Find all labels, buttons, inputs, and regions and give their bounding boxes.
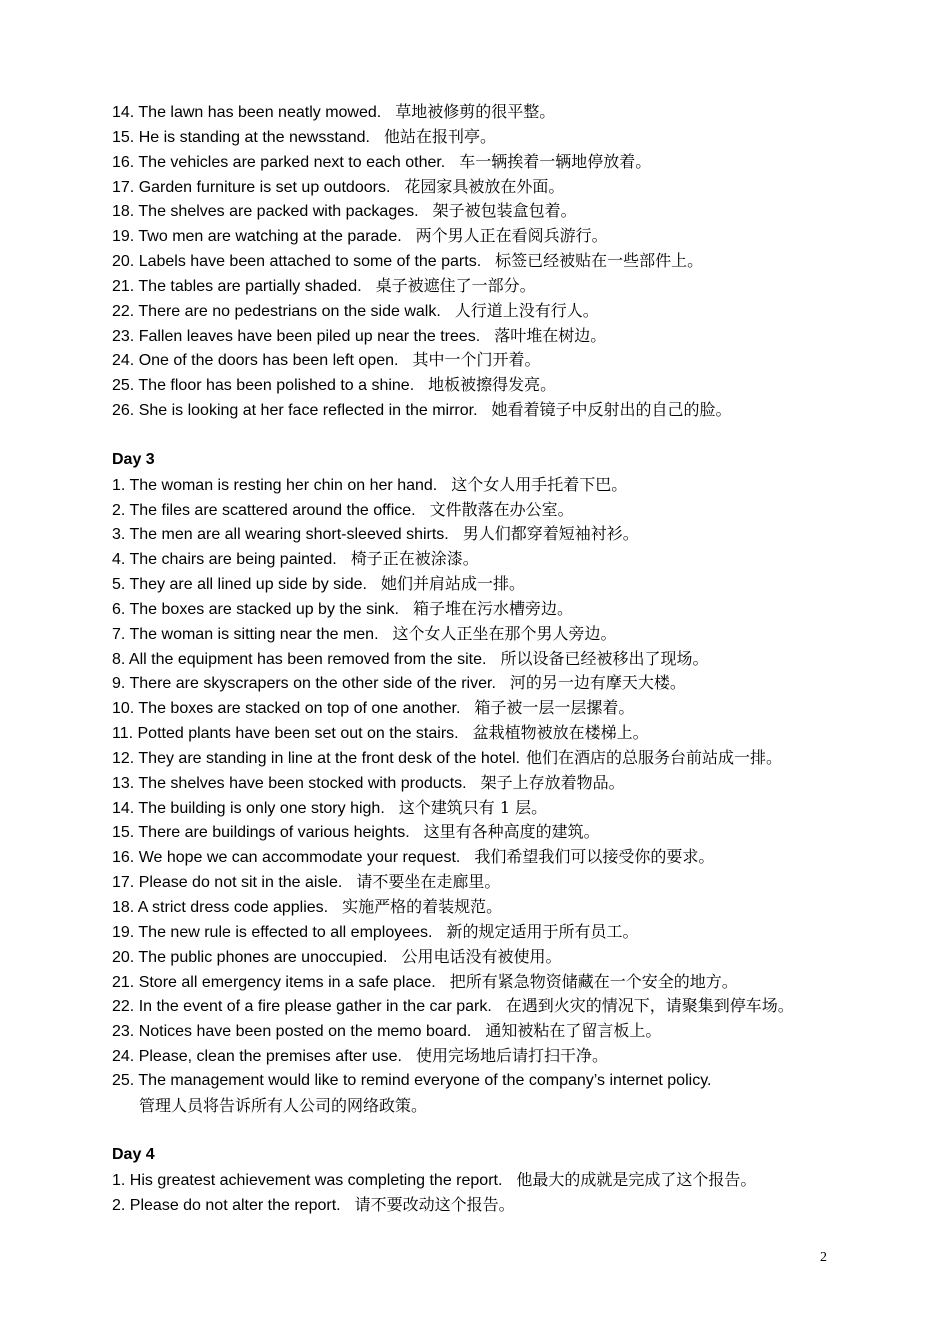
list-item <box>112 597 892 622</box>
english-sentence: 8. All the equipment has been removed from the site. <box>112 650 487 668</box>
list-item <box>112 1019 892 1044</box>
list-item <box>112 796 892 821</box>
english-sentence: 21. Store all emergency items in a safe place. <box>112 973 436 991</box>
chinese-translation: 人行道上没有行人。 <box>454 300 599 320</box>
chinese-translation: 她看着镜子中反射出的自己的脸。 <box>491 400 732 420</box>
english-sentence: 2. The files are scattered around the office. <box>112 501 416 519</box>
english-sentence: 25. The management would like to remind everyone of the company’s internet policy. <box>112 1071 712 1089</box>
english-sentence: 25. The floor has been polished to a shine. <box>112 377 415 395</box>
chinese-translation: 在遇到火灾的情况下，请聚集到停车场。 <box>505 996 794 1016</box>
english-sentence: 23. Notices have been posted on the memo board. <box>112 1023 472 1041</box>
english-sentence: 17. Garden furniture is set up outdoors. <box>112 178 391 196</box>
english-sentence: 16. The vehicles are parked next to each other. <box>112 153 446 171</box>
english-sentence: 1. His greatest achievement was completing the report. <box>112 1172 503 1190</box>
list-item <box>112 696 892 721</box>
list-item <box>112 970 892 995</box>
chinese-translation: 车一辆挨着一辆地停放着。 <box>459 151 652 171</box>
list-item <box>112 150 892 175</box>
chinese-translation: 这个女人用手托着下巴。 <box>451 474 628 494</box>
chinese-translation: 请不要坐在走廊里。 <box>356 872 501 892</box>
list-item <box>112 348 892 373</box>
english-sentence: 10. The boxes are stacked on top of one another. <box>112 700 461 718</box>
english-sentence: 22. In the event of a fire please gather in the car park. <box>112 998 492 1016</box>
english-sentence: 13. The shelves have been stocked with products. <box>112 774 467 792</box>
chinese-translation: 他最大的成就是完成了这个报告。 <box>516 1170 757 1190</box>
english-sentence: 22. There are no pedestrians on the side walk. <box>112 302 441 320</box>
english-sentence: 6. The boxes are stacked up by the sink. <box>112 600 399 618</box>
chinese-translation: 这个建筑只有 1 层。 <box>398 797 548 817</box>
chinese-translation: 所以设备已经被移出了现场。 <box>500 648 709 668</box>
english-sentence: 18. A strict dress code applies. <box>112 899 329 916</box>
english-sentence: 4. The chairs are being painted. <box>112 551 337 569</box>
section-gap <box>112 423 892 448</box>
page-content <box>112 100 892 1218</box>
chinese-translation: 这个女人正坐在那个男人旁边。 <box>392 623 617 643</box>
list-item <box>112 100 892 125</box>
english-sentence: 24. One of the doors has been left open. <box>112 352 399 370</box>
chinese-translation: 草地被修剪的很平整。 <box>395 102 556 121</box>
list-item <box>112 498 892 523</box>
list-item <box>112 547 892 572</box>
list-item <box>112 299 892 324</box>
english-sentence: 20. Labels have been attached to some of the parts. <box>112 253 482 271</box>
chinese-translation: 箱子被一层一层摞着。 <box>474 698 635 718</box>
list-item <box>112 622 892 647</box>
chinese-translation: 花园家具被放在外面。 <box>404 176 565 196</box>
list-item <box>112 1044 892 1069</box>
english-sentence: 3. The men are all wearing short-sleeved shirts. <box>112 526 449 544</box>
chinese-translation: 地板被擦得发亮。 <box>428 375 557 395</box>
list-item <box>112 522 892 547</box>
list-item <box>112 895 892 920</box>
chinese-translation: 两个男人正在看阅兵游行。 <box>415 226 608 246</box>
list-item <box>112 994 892 1019</box>
list-item <box>112 671 892 696</box>
chinese-translation: 她们并肩站成一排。 <box>380 574 525 594</box>
list-item <box>112 324 892 349</box>
list-item <box>112 845 892 870</box>
english-sentence: 15. There are buildings of various heights. <box>112 824 410 842</box>
list-item <box>112 274 892 299</box>
list-item <box>112 572 892 597</box>
chinese-translation: 其中一个门开着。 <box>412 350 541 370</box>
list-item <box>112 1193 892 1218</box>
english-sentence: 5. They are all lined up side by side. <box>112 576 367 594</box>
chinese-translation: 通知被粘在了留言板上。 <box>485 1021 662 1041</box>
chinese-translation: 我们希望我们可以接受你的要求。 <box>474 847 715 867</box>
chinese-translation: 盆栽植物被放在楼梯上。 <box>472 723 649 743</box>
english-sentence: 19. The new rule is effected to all employees. <box>112 923 433 941</box>
list-item <box>112 224 892 249</box>
english-sentence: 19. Two men are watching at the parade. <box>112 228 402 246</box>
list-item <box>112 373 892 398</box>
list-item <box>112 125 892 150</box>
list-item <box>112 647 892 672</box>
english-sentence: 9. There are skyscrapers on the other side of the river. <box>112 675 496 693</box>
chinese-translation: 架子被包装盒包着。 <box>432 201 577 221</box>
list-item <box>112 771 892 796</box>
list-item <box>112 473 892 498</box>
list-item <box>112 746 892 771</box>
chinese-translation: 实施严格的着装规范。 <box>342 897 503 916</box>
day-3-list <box>112 473 892 1119</box>
chinese-translation: 桌子被遮住了一部分。 <box>375 275 536 295</box>
english-sentence: 2. Please do not alter the report. <box>112 1197 341 1215</box>
english-sentence: 23. Fallen leaves have been piled up near the trees. <box>112 327 481 345</box>
english-sentence: 15. He is standing at the newsstand. <box>112 128 370 146</box>
list-item <box>112 945 892 970</box>
list-item <box>112 721 892 746</box>
chinese-translation: 他站在报刊亭。 <box>383 126 496 146</box>
list-item <box>112 920 892 945</box>
chinese-translation: 河的另一边有摩天大楼。 <box>509 673 686 693</box>
page-number: 2 <box>820 1250 827 1265</box>
chinese-translation: 管理人员将告诉所有人公司的网络政策。 <box>139 1095 428 1115</box>
english-sentence: 20. The public phones are unoccupied. <box>112 948 388 966</box>
chinese-translation: 文件散落在办公室。 <box>429 499 574 519</box>
chinese-translation: 他们在酒店的总服务台前站成一排。 <box>525 747 782 767</box>
list-item-continuation <box>112 1094 892 1119</box>
english-sentence: 16. We hope we can accommodate your request. <box>112 849 461 867</box>
list-item <box>112 175 892 200</box>
list-item <box>112 820 892 845</box>
english-sentence: 24. Please, clean the premises after use. <box>112 1048 402 1066</box>
day-4-heading: Day 4 <box>112 1146 155 1164</box>
english-sentence: 12. They are standing in line at the front desk of the hotel. <box>112 749 520 767</box>
english-sentence: 1. The woman is resting her chin on her hand. <box>112 476 438 494</box>
chinese-translation: 箱子堆在污水槽旁边。 <box>412 598 573 618</box>
chinese-translation: 架子上存放着物品。 <box>480 772 625 792</box>
chinese-translation: 使用完场地后请打扫干净。 <box>415 1046 608 1066</box>
chinese-translation: 请不要改动这个报告。 <box>354 1195 515 1215</box>
english-sentence: 14. The building is only one story high. <box>112 799 385 817</box>
day-4-list <box>112 1168 892 1218</box>
english-sentence: 26. She is looking at her face reflected in the mirror. <box>112 402 478 420</box>
section-gap <box>112 1119 892 1144</box>
day-3-heading: Day 3 <box>112 450 155 468</box>
english-sentence: 21. The tables are partially shaded. <box>112 277 362 295</box>
english-sentence: 18. The shelves are packed with packages. <box>112 203 419 221</box>
section-1-list <box>112 100 892 423</box>
list-item <box>112 249 892 274</box>
list-item <box>112 870 892 895</box>
list-item <box>112 1069 892 1094</box>
chinese-translation: 把所有紧急物资储藏在一个安全的地方。 <box>449 971 738 991</box>
list-item <box>112 1168 892 1193</box>
english-sentence: 11. Potted plants have been set out on the stairs. <box>112 725 459 743</box>
chinese-translation: 落叶堆在树边。 <box>494 325 607 345</box>
list-item <box>112 199 892 224</box>
chinese-translation: 新的规定适用于所有员工。 <box>446 921 639 941</box>
list-item <box>112 398 892 423</box>
chinese-translation: 公用电话没有被使用。 <box>401 946 562 966</box>
english-sentence: 17. Please do not sit in the aisle. <box>112 874 343 892</box>
chinese-translation: 椅子正在被涂漆。 <box>350 549 479 569</box>
chinese-translation: 这里有各种高度的建筑。 <box>423 822 600 842</box>
english-sentence: 14. The lawn has been neatly mowed. <box>112 104 382 121</box>
chinese-translation: 标签已经被贴在一些部件上。 <box>495 251 704 271</box>
english-sentence: 7. The woman is sitting near the men. <box>112 625 379 643</box>
chinese-translation: 男人们都穿着短袖衬衫。 <box>462 524 639 544</box>
